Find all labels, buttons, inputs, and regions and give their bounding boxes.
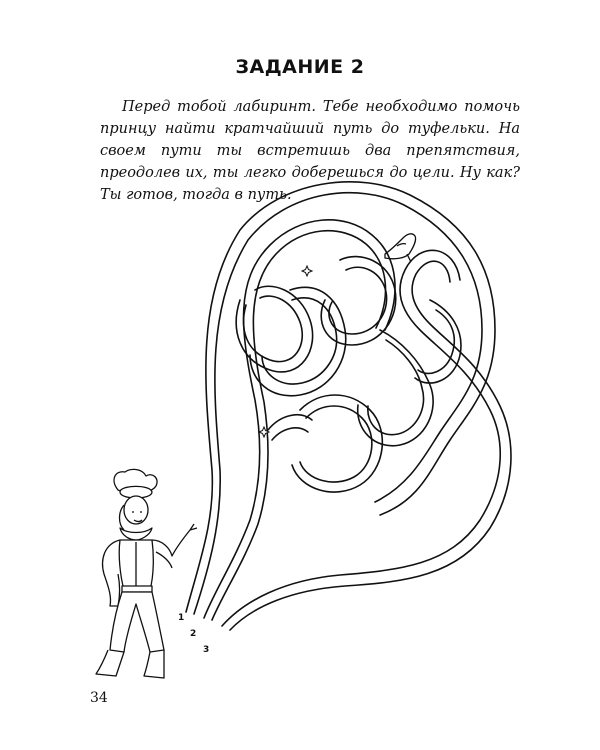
star-icon bbox=[302, 266, 312, 276]
start-label-1: 1 bbox=[178, 613, 185, 623]
page-number: 34 bbox=[90, 690, 108, 706]
start-label-3: 3 bbox=[203, 645, 210, 655]
task-description: Перед тобой лабиринт. Тебе необходимо помочь принцу найти кратчайший путь до туфельки. На своем пути ты встретишь два препятствия, преодолев их, ты легко доберешься до цели. Ну как? Ты готов, тогда в путь. bbox=[100, 99, 520, 203]
start-label-2: 2 bbox=[190, 629, 197, 639]
page-title: ЗАДАНИЕ 2 bbox=[235, 56, 365, 78]
prince-icon bbox=[96, 469, 197, 678]
